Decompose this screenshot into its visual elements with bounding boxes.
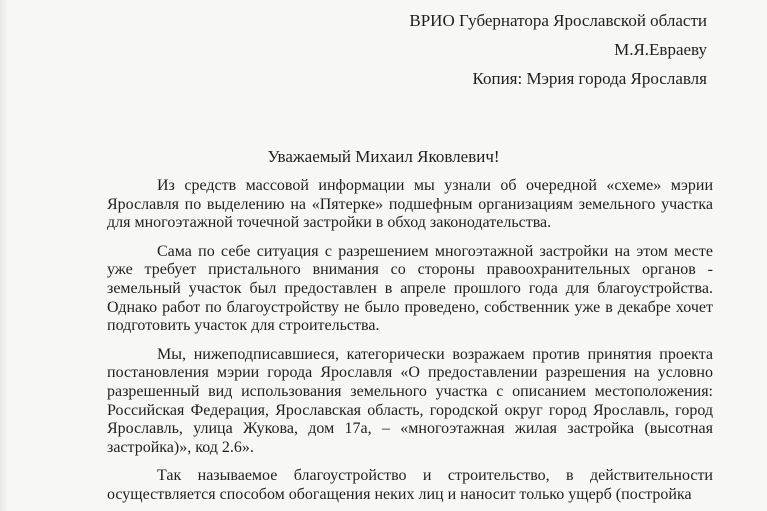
addressee-line-name: М.Я.Евраеву: [614, 40, 707, 59]
letter-paragraph: Сама по себе ситуация с разрешением многоэтажной застройки на этом месте уже требует пристального внимания со стороны правоохранительных органов - земельный участок был предоставлен в апреле прошлого года для благоустройства. Однако работ по благоустройству не было проведено, собственник уже в декабре хочет подготовить участок для строительства.: [107, 242, 713, 335]
addressee-line-governor: ВРИО Губернатора Ярославской области: [409, 11, 707, 30]
letter-body: [107, 177, 713, 511]
page-edge-shadow: [0, 0, 8, 511]
addressee-block: [409, 6, 707, 93]
letter-paragraph: Из средств массовой информации мы узнали об очередной «схеме» мэрии Ярославля по выделению на «Пятерке» подшефным организациям земельного участка для многоэтажной точечной застройки в обход законодательства.: [107, 177, 713, 232]
letter-greeting: Уважаемый Михаил Яковлевич!: [267, 147, 500, 166]
addressee-line-copy: Копия: Мэрия города Ярославля: [472, 69, 707, 88]
letter-paragraph: Так называемое благоустройство и строительство, в действительности осуществляется способом обогащения неких лиц и наносит только ущерб (постройка: [107, 467, 713, 503]
letter-paragraph: Мы, нижеподписавшиеся, категорически возражаем против принятия проекта постановления мэрии города Ярославля «О предоставлении разрешения на условно разрешенный вид использования земельного участка с описанием местоположения: Российская Федерация, Ярославская область, городской округ город Ярославль, город Ярославль, улица Жукова, дом 17а, – «многоэтажная жилая застройка (высотная застройка)», код 2.6».: [107, 345, 713, 456]
